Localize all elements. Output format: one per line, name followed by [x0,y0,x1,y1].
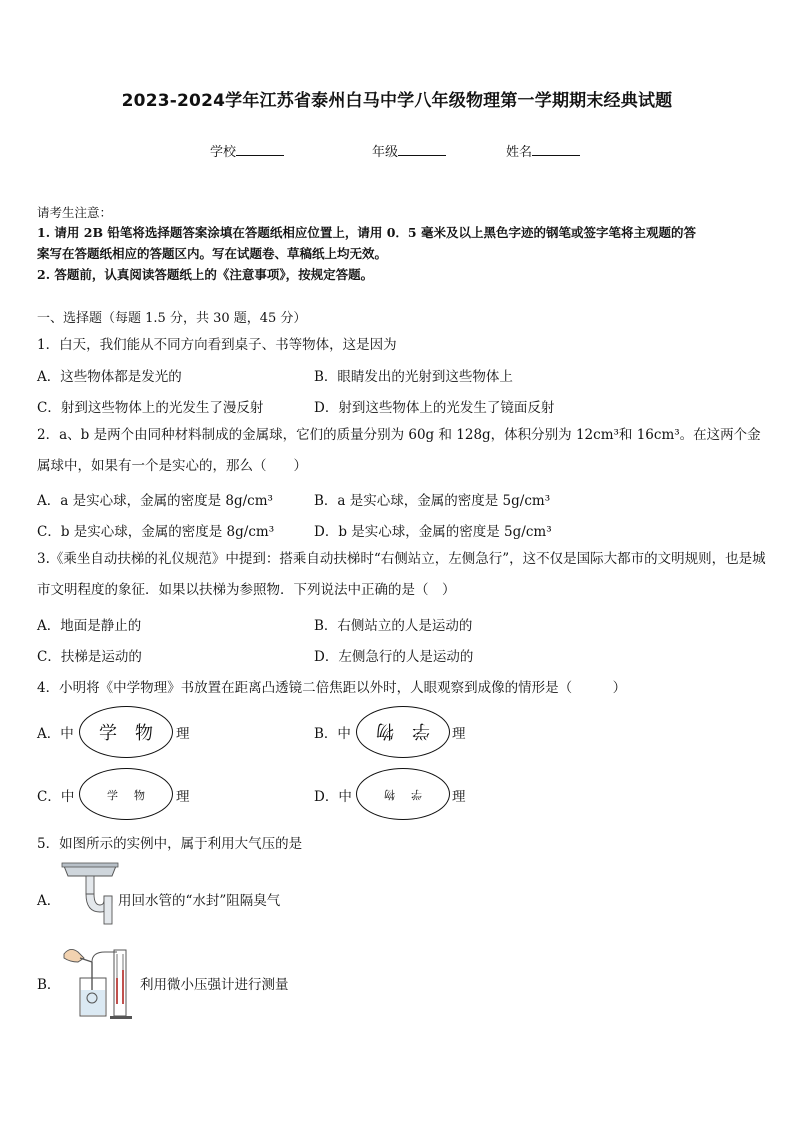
q4-option-c-inner-text: 学物 [107,789,161,802]
q3-stem: 3.《乘坐自动扶梯的礼仪规范》中提到：搭乘自动扶梯时“右侧站立，左侧急行”，这不仅是国际大都市的文明规则，也是城市文明程度的象征．如果以扶梯为参照物．下列说法中正确的是（ ） [37,551,766,598]
q4-option-d-lens-image[interactable] [356,768,450,820]
notice-line-1a: 1. 请用 2B 铅笔将选择题答案涂填在答题纸相应位置上，请用 0．5 毫米及以上黑色字迹的钢笔或签字笔将主观题的答 [37,225,696,240]
q4-option-b-label[interactable]: B．中 [314,726,351,742]
school-label: 学校 [210,145,237,160]
q1-option-a[interactable]: A．这些物体都是发光的 [37,369,182,385]
q2-option-a[interactable]: A．a 是实心球，金属的密度是 8g/cm³ [37,493,273,509]
q4-option-a-tail: 理 [176,726,190,742]
q3-option-b[interactable]: B．右侧站立的人是运动的 [314,618,473,634]
q4-option-b-tail: 理 [452,726,466,742]
pressure-gauge-illustration [60,944,136,1020]
page-title: 2023-2024学年江苏省泰州白马中学八年级物理第一学期期末经典试题 [121,91,673,111]
sink-trap-illustration [60,860,120,926]
school-field [210,141,284,160]
q4-option-b-inner-text: 学物 [358,720,430,741]
q4-option-b-lens-image[interactable] [356,706,450,758]
grade-label: 年级 [372,145,399,160]
q5-stem: 5．如图所示的实例中，属于利用大气压的是 [37,836,303,852]
q1-option-d[interactable]: D．射到这些物体上的光发生了镜面反射 [314,400,555,416]
grade-field [372,141,446,160]
q2-option-b[interactable]: B．a 是实心球，金属的密度是 5g/cm³ [314,493,551,509]
q5-option-b-text: 利用微小压强计进行测量 [140,977,289,993]
q4-option-a-lens-image[interactable] [79,706,173,758]
q2-option-d[interactable]: D．b 是实心球，金属的密度是 5g/cm³ [314,524,552,540]
q5-option-a-label[interactable]: A． [37,893,61,909]
q1-option-b[interactable]: B．眼睛发出的光射到这些物体上 [314,369,513,385]
q4-option-a-label[interactable]: A．中 [37,726,74,742]
school-blank[interactable] [236,143,284,156]
q2-stem: 2．a、b 是两个由同种材料制成的金属球，它们的质量分别为 60g 和 128g，体积分别为 12cm³和 16cm³。在这两个金属球中，如果有一个是实心的，那么（ ） [37,427,761,474]
notice-line-1b: 案写在答题纸相应的答题区内。写在试题卷、草稿纸上均无效。 [37,246,388,261]
q4-option-d-label[interactable]: D．中 [314,789,352,805]
q4-option-c-tail: 理 [176,789,190,805]
q1-stem: 1．白天，我们能从不同方向看到桌子、书等物体，这是因为 [37,337,397,353]
q4-stem: 4．小明将《中学物理》书放置在距离凸透镜二倍焦距以外时，人眼观察到成像的情形是（ ） [37,680,627,696]
q2-option-c[interactable]: C．b 是实心球，金属的密度是 8g/cm³ [37,524,275,540]
q4-option-d-inner-text: 学物 [368,788,422,801]
q5-option-a-text: 用回水管的“水封”阻隔臭气 [118,893,281,909]
q4-option-a-inner-text: 学物 [99,723,171,744]
name-label: 姓名 [506,145,533,160]
q4-option-c-lens-image[interactable] [79,768,173,820]
section-heading: 一、选择题（每题 1.5 分，共 30 题，45 分） [37,311,307,326]
grade-blank[interactable] [398,143,446,156]
q1-option-c[interactable]: C．射到这些物体上的光发生了漫反射 [37,400,264,416]
notice-heading: 请考生注意： [37,205,113,220]
notice-line-2: 2. 答题前，认真阅读答题纸上的《注意事项》，按规定答题。 [37,267,374,282]
q4-option-d-tail: 理 [452,789,466,805]
q5-option-b-label[interactable]: B． [37,977,61,993]
name-field [506,141,580,160]
name-blank[interactable] [532,143,580,156]
q4-option-c-label[interactable]: C．中 [37,789,75,805]
q3-option-c[interactable]: C．扶梯是运动的 [37,649,142,665]
q3-option-d[interactable]: D．左侧急行的人是运动的 [314,649,474,665]
q3-option-a[interactable]: A．地面是静止的 [37,618,142,634]
